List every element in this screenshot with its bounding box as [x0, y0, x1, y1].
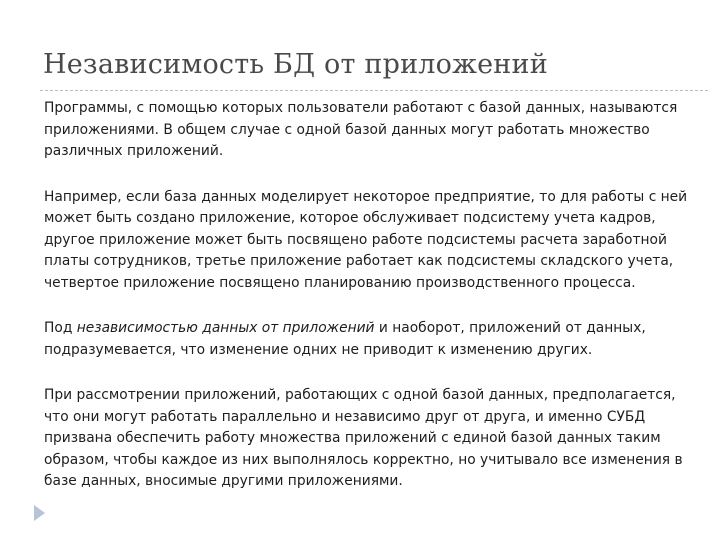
- title-divider: [40, 90, 708, 91]
- paragraph-dbms-concurrency: При рассмотрении приложений, работающих с одной базой данных, предполагается, что они могут работать параллельно и независимо друг от друга, и именно СУБД призвана обеспечить работу множества приложений с единой базой данных таким образом, чтобы каждое из них выполнялось корректно, но учитывало все изменения в базе данных, вносимые другими приложениями.: [44, 387, 683, 489]
- emphasis-data-independence: независимостью данных от приложений: [76, 320, 375, 336]
- triangle-right-icon: [34, 505, 45, 521]
- paragraph-data-independence: [44, 318, 704, 361]
- paragraph-enterprise-example: Например, если база данных моделирует некоторое предприятие, то для работы с ней может быть создано приложение, которое обслуживает подсистему учета кадров, другое приложение может быть посвящено работе подсистемы расчета заработной платы сотрудников, третье приложение работает как подсистемы складского учета, четвертое приложение посвящено планированию производственного процесса.: [44, 188, 688, 291]
- slide-title: Независимость БД от приложений: [43, 49, 548, 80]
- paragraph-prefix: Под: [44, 320, 77, 336]
- paragraph-suffix: и наоборот, приложений от данных, подразумевается, что изменение одних не приводит к изменению других.: [44, 320, 646, 358]
- slide-content: [44, 98, 704, 517]
- paragraph-applications-definition: Программы, с помощью которых пользователи работают с базой данных, называются приложениями. В общем случае с одной базой данных могут работать множество различных приложений.: [44, 100, 678, 159]
